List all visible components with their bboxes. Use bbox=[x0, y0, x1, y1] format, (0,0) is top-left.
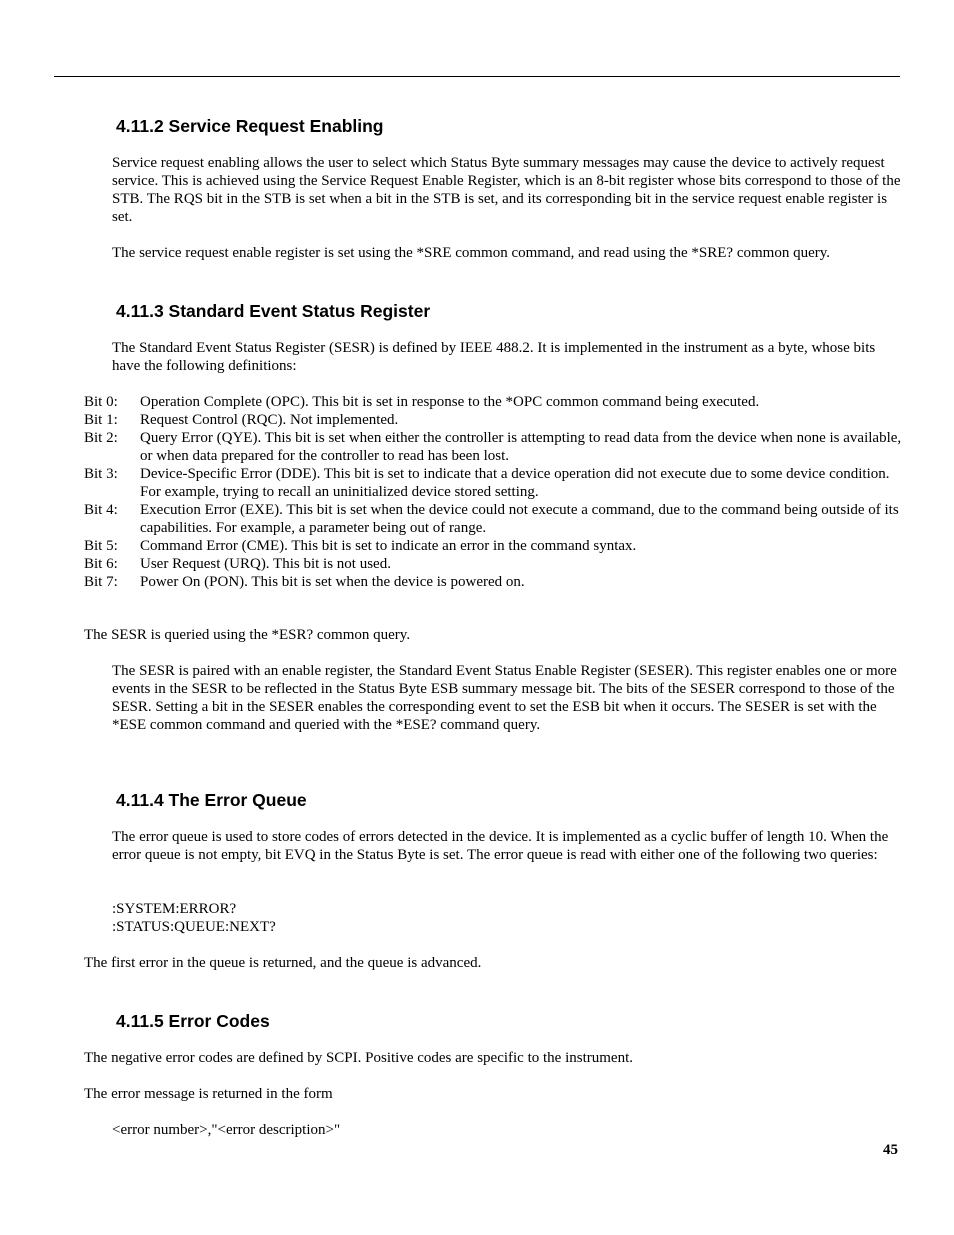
bit-definition-row bbox=[84, 393, 902, 411]
bit-label: Bit 3: bbox=[84, 466, 118, 482]
bit-definition-row bbox=[84, 411, 902, 429]
bit-description: Command Error (CME). This bit is set to indicate an error in the command syntax. bbox=[140, 538, 637, 554]
bit-description: Power On (PON). This bit is set when the device is powered on. bbox=[140, 574, 525, 590]
bit-definition-row bbox=[84, 573, 902, 591]
header-rule bbox=[54, 76, 900, 77]
bit-definition-row bbox=[84, 429, 902, 465]
query-system-error: :SYSTEM:ERROR? bbox=[112, 901, 237, 917]
bit-label: Bit 4: bbox=[84, 502, 118, 518]
heading-error-codes: 4.11.5 Error Codes bbox=[116, 1011, 270, 1031]
paragraph-sre-intro: Service request enabling allows the user to select which Status Byte summary messages may cause the device to actively request service. This is achieved using the Service Request Enable Register, which is an 8-bit register whose bits correspond to those of the STB. The RQS bit in the STB is set when a bit in the STB is set, and its corresponding bit in the service request enable register is set. bbox=[112, 155, 901, 225]
bit-label: Bit 5: bbox=[84, 538, 118, 554]
bit-description: Execution Error (EXE). This bit is set when the device could not execute a command, due to the command being outside of its capabilities. For example, a parameter being out of range. bbox=[140, 502, 899, 536]
paragraph-sesr-intro: The Standard Event Status Register (SESR) is defined by IEEE 488.2. It is implemented in the instrument as a byte, whose bits have the following definitions: bbox=[112, 340, 876, 374]
heading-service-request-enabling: 4.11.2 Service Request Enabling bbox=[116, 116, 384, 136]
bit-description: Operation Complete (OPC). This bit is set in response to the *OPC common command being executed. bbox=[140, 394, 760, 410]
bit-label: Bit 2: bbox=[84, 430, 118, 446]
bit-label: Bit 7: bbox=[84, 574, 118, 590]
bit-definition-row bbox=[84, 501, 902, 537]
bit-label: Bit 1: bbox=[84, 412, 118, 428]
paragraph-seser-description: The SESR is paired with an enable register, the Standard Event Status Enable Register (SESER). This register enables one or more events in the SESR to be reflected in the Status Byte ESB summary message bit. The bits of the SESER correspond to those of the SESR. Setting a bit in the SESER enables the corresponding event to set the ESB bit when it occurs. The SESER is set with the *ESE common command and queried with the *ESE? command query. bbox=[112, 663, 897, 733]
bit-label: Bit 0: bbox=[84, 394, 118, 410]
paragraph-error-queue-advance: The first error in the queue is returned, and the queue is advanced. bbox=[84, 955, 482, 971]
query-status-queue-next: :STATUS:QUEUE:NEXT? bbox=[112, 919, 276, 935]
bit-definition-row bbox=[84, 555, 902, 573]
heading-standard-event-status-register: 4.11.3 Standard Event Status Register bbox=[116, 301, 431, 321]
page-number: 45 bbox=[883, 1142, 898, 1158]
bit-description: Query Error (QYE). This bit is set when either the controller is attempting to read data from the device when none is available, or when data prepared for the controller to read has been lost. bbox=[140, 430, 902, 464]
bit-definition-row bbox=[84, 465, 902, 501]
paragraph-error-queue-intro: The error queue is used to store codes of errors detected in the device. It is implemented as a cyclic buffer of length 10. When the error queue is not empty, bit EVQ in the Status Byte is set. The error queue is read with either one of the following two queries: bbox=[112, 829, 889, 863]
bit-definition-row bbox=[84, 537, 902, 555]
paragraph-error-codes-intro: The negative error codes are defined by SCPI. Positive codes are specific to the instrument. bbox=[84, 1050, 633, 1066]
bit-description: Request Control (RQC). Not implemented. bbox=[140, 412, 399, 428]
paragraph-sre-command: The service request enable register is set using the *SRE common command, and read using the *SRE? common query. bbox=[112, 245, 831, 261]
bit-label: Bit 6: bbox=[84, 556, 118, 572]
paragraph-error-message-form: The error message is returned in the form bbox=[84, 1086, 333, 1102]
bit-description: Device-Specific Error (DDE). This bit is set to indicate that a device operation did not execute due to some device condition. For example, trying to recall an uninitialized device stored setting. bbox=[140, 466, 890, 500]
paragraph-sesr-query: The SESR is queried using the *ESR? common query. bbox=[84, 627, 411, 643]
bit-description: User Request (URQ). This bit is not used. bbox=[140, 556, 391, 572]
error-message-format: <error number>,"<error description>" bbox=[112, 1122, 341, 1138]
heading-error-queue: 4.11.4 The Error Queue bbox=[116, 790, 307, 810]
bit-definition-list bbox=[84, 393, 902, 591]
